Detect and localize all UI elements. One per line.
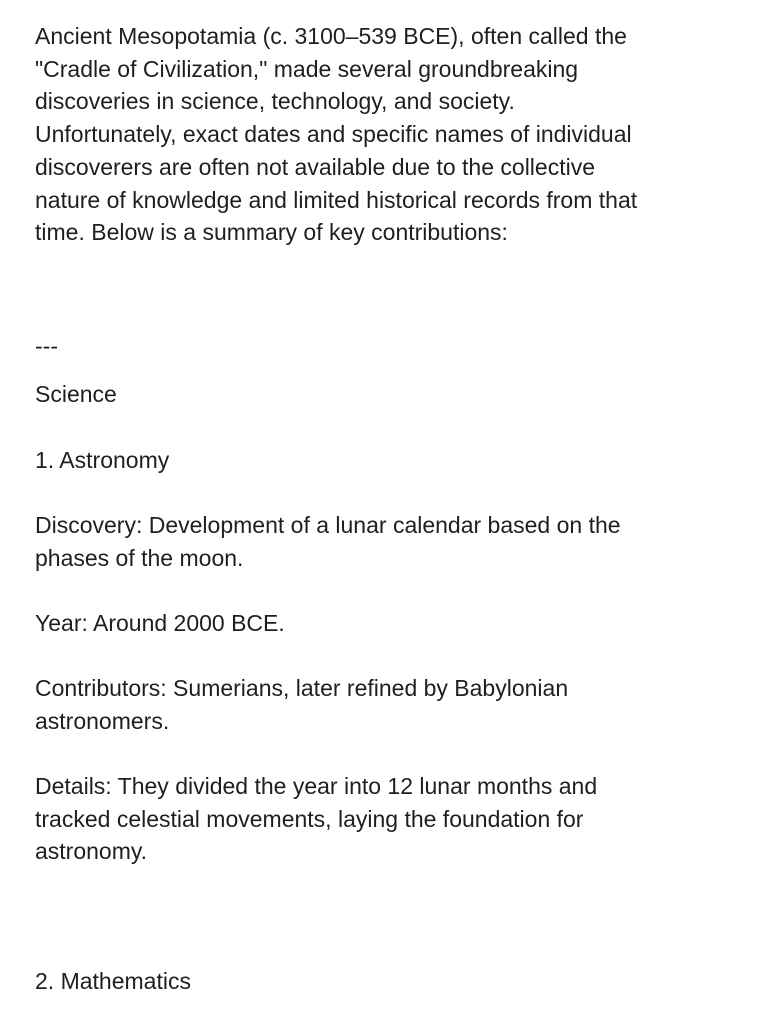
contributors-paragraph: Contributors: Sumerians, later refined by Babylonian astronomers. (35, 675, 569, 734)
section-heading-science: Science (35, 381, 117, 407)
intro-paragraph: Ancient Mesopotamia (c. 3100–539 BCE), often called the "Cradle of Civilization," made several groundbreaking discoveries in science, technology, and society. Unfortunately, exact dates and specific names of individual discoverers are often not available due to the collective nature of knowledge and limited historical records from that time. Below is a summary of key contributions: (35, 23, 638, 246)
list-item-astronomy: 1. Astronomy (35, 447, 170, 473)
discovery-paragraph: Discovery: Development of a lunar calendar based on the phases of the moon. (35, 512, 621, 571)
year-paragraph: Year: Around 2000 BCE. (35, 610, 285, 636)
section-divider: --- (35, 333, 58, 359)
list-item-mathematics: 2. Mathematics (35, 968, 191, 994)
details-paragraph: Details: They divided the year into 12 lunar months and tracked celestial movements, laying the foundation for astronomy. (35, 773, 598, 865)
